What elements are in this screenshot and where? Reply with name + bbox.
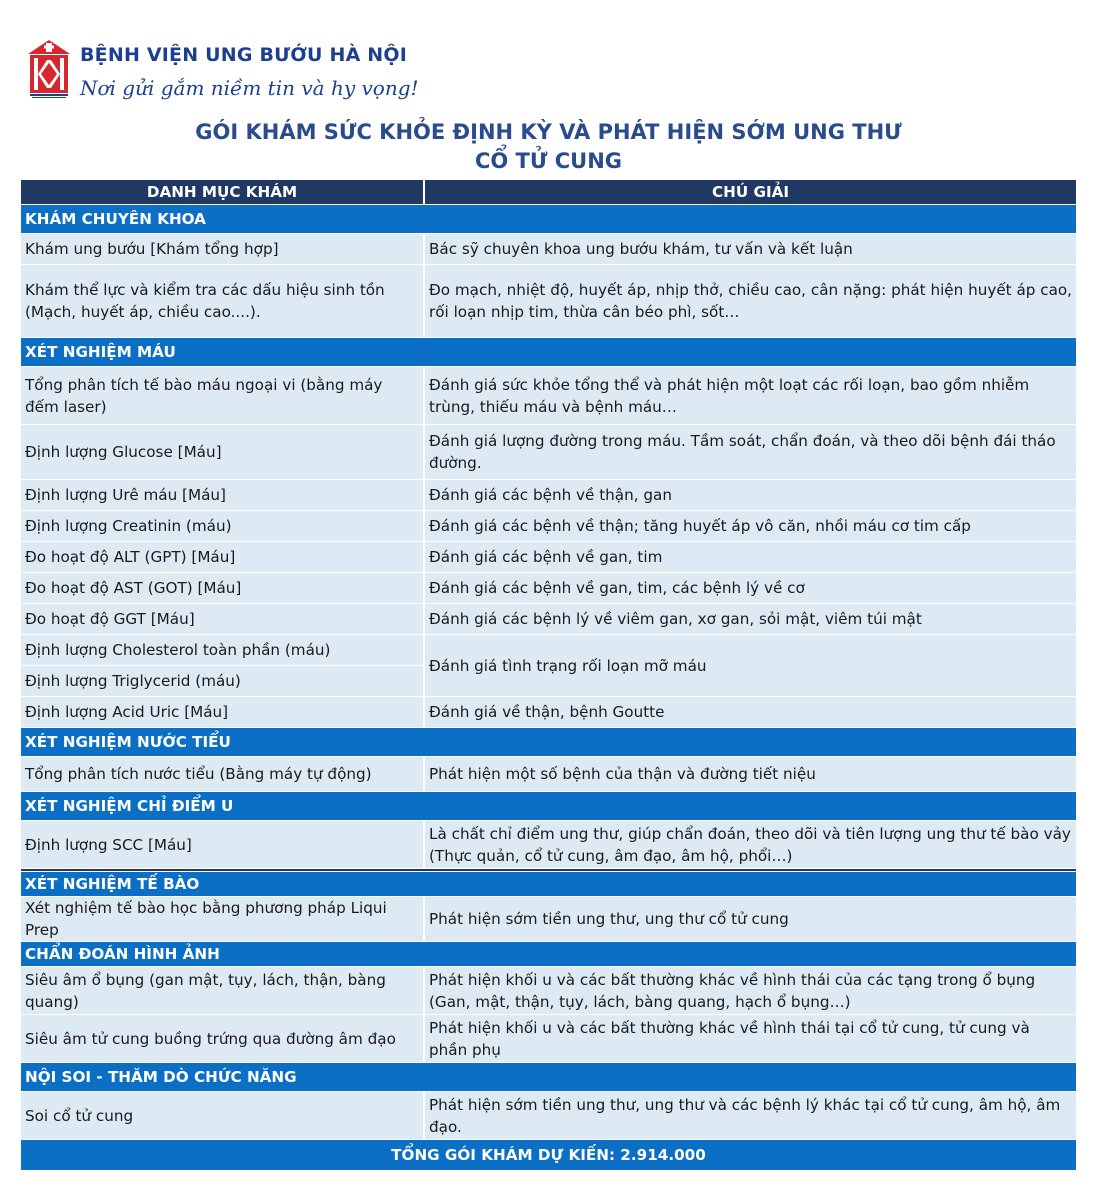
table-row <box>21 573 1076 604</box>
column-header-items: DANH MỤC KHÁM <box>21 180 424 205</box>
section-cytology: XÉT NGHIỆM TẾ BÀO <box>21 872 1076 897</box>
section-endoscopy: NỘI SOI - THĂM DÒ CHỨC NĂNG <box>21 1063 1076 1092</box>
column-header-notes: CHÚ GIẢI <box>424 180 1076 205</box>
exam-item: Xét nghiệm tế bào học bằng phương pháp Liqui Prep <box>21 897 424 942</box>
section-blood-tests: XÉT NGHIỆM MÁU <box>21 338 1076 367</box>
section-urine-tests: XÉT NGHIỆM NƯỚC TIỂU <box>21 728 1076 757</box>
table-row <box>21 897 1076 942</box>
exam-item: Siêu âm tử cung buồng trứng qua đường âm đạo <box>21 1015 424 1063</box>
page-title-line-2: CỔ TỬ CUNG <box>474 149 623 173</box>
table-header-row <box>21 180 1076 205</box>
exam-item: Định lượng Triglycerid (máu) <box>21 666 424 697</box>
table-row <box>21 697 1076 728</box>
section-specialist-exam: KHÁM CHUYÊN KHOA <box>21 205 1076 234</box>
exam-note: Đo mạch, nhiệt độ, huyết áp, nhịp thở, chiều cao, cân nặng: phát hiện huyết áp cao, rối loạn nhịp tim, thừa cân béo phì, sốt… <box>424 265 1076 338</box>
table-row <box>21 967 1076 1015</box>
exam-note: Đánh giá các bệnh về thận, gan <box>424 480 1076 511</box>
hospital-logo-icon <box>26 38 72 100</box>
exam-note: Bác sỹ chuyên khoa ung bướu khám, tư vấn và kết luận <box>424 234 1076 265</box>
exam-note: Đánh giá các bệnh lý về viêm gan, xơ gan, sỏi mật, viêm túi mật <box>424 604 1076 635</box>
package-table <box>21 180 1076 1171</box>
table-row <box>21 1015 1076 1063</box>
exam-note: Phát hiện khối u và các bất thường khác về hình thái tại cổ tử cung, tử cung và phần phụ <box>424 1015 1076 1063</box>
exam-item: Định lượng Glucose [Máu] <box>21 425 424 480</box>
table-row <box>21 367 1076 425</box>
table-row <box>21 480 1076 511</box>
exam-item: Soi cổ tử cung <box>21 1092 424 1140</box>
section-imaging: CHẨN ĐOÁN HÌNH ẢNH <box>21 942 1076 967</box>
exam-item: Khám thể lực và kiểm tra các dấu hiệu sinh tồn (Mạch, huyết áp, chiều cao....). <box>21 265 424 338</box>
table-row <box>21 635 1076 666</box>
exam-item: Định lượng Cholesterol toàn phần (máu) <box>21 635 424 666</box>
exam-item: Đo hoạt độ GGT [Máu] <box>21 604 424 635</box>
exam-item: Định lượng Urê máu [Máu] <box>21 480 424 511</box>
table-row <box>21 821 1076 869</box>
table-row <box>21 511 1076 542</box>
exam-item: Đo hoạt độ ALT (GPT) [Máu] <box>21 542 424 573</box>
exam-note: Phát hiện khối u và các bất thường khác về hình thái của các tạng trong ổ bụng (Gan, mật, thận, tụy, lách, bàng quang, hạch ổ bụng…) <box>424 967 1076 1015</box>
section-tumor-markers: XÉT NGHIỆM CHỈ ĐIỂM U <box>21 792 1076 821</box>
hospital-header <box>26 38 446 104</box>
exam-note: Đánh giá sức khỏe tổng thể và phát hiện một loạt các rối loạn, bao gồm nhiễm trùng, thiếu máu và bệnh máu… <box>424 367 1076 425</box>
exam-item: Khám ung bướu [Khám tổng hợp] <box>21 234 424 265</box>
exam-note: Đánh giá các bệnh về gan, tim, các bệnh lý về cơ <box>424 573 1076 604</box>
exam-note: Đánh giá lượng đường trong máu. Tầm soát, chẩn đoán, và theo dõi bệnh đái tháo đường. <box>424 425 1076 480</box>
exam-item: Định lượng SCC [Máu] <box>21 821 424 869</box>
table-row <box>21 425 1076 480</box>
exam-note: Phát hiện sớm tiền ung thư, ung thư cổ tử cung <box>424 897 1076 942</box>
hospital-name: BỆNH VIỆN UNG BƯỚU HÀ NỘI <box>80 44 408 66</box>
exam-note: Đánh giá về thận, bệnh Goutte <box>424 697 1076 728</box>
exam-item: Đo hoạt độ AST (GOT) [Máu] <box>21 573 424 604</box>
table-row <box>21 1092 1076 1140</box>
table-row <box>21 265 1076 338</box>
hospital-slogan: Nơi gửi gắm niềm tin và hy vọng! <box>80 76 419 100</box>
page-title-line-1: GÓI KHÁM SỨC KHỎE ĐỊNH KỲ VÀ PHÁT HIỆN SỚM UNG THƯ <box>195 120 902 144</box>
exam-note: Đánh giá các bệnh về gan, tim <box>424 542 1076 573</box>
exam-note: Phát hiện sớm tiền ung thư, ung thư và các bệnh lý khác tại cổ tử cung, âm hộ, âm đạo. <box>424 1092 1076 1140</box>
exam-item: Siêu âm ổ bụng (gan mật, tụy, lách, thận, bàng quang) <box>21 967 424 1015</box>
table-row <box>21 757 1076 792</box>
table-row <box>21 234 1076 265</box>
package-total-price: TỔNG GÓI KHÁM DỰ KIẾN: 2.914.000 <box>21 1140 1076 1171</box>
exam-item: Định lượng Creatinin (máu) <box>21 511 424 542</box>
exam-note: Là chất chỉ điểm ung thư, giúp chẩn đoán, theo dõi và tiên lượng ung thư tế bào vảy (Thực quản, cổ tử cung, âm đạo, âm hộ, phổi…) <box>424 821 1076 869</box>
exam-note: Đánh giá các bệnh về thận; tăng huyết áp vô căn, nhồi máu cơ tim cấp <box>424 511 1076 542</box>
exam-note: Phát hiện một số bệnh của thận và đường tiết niệu <box>424 757 1076 792</box>
exam-item: Tổng phân tích nước tiểu (Bằng máy tự động) <box>21 757 424 792</box>
table-row <box>21 542 1076 573</box>
exam-item: Định lượng Acid Uric [Máu] <box>21 697 424 728</box>
exam-note: Đánh giá tình trạng rối loạn mỡ máu <box>424 635 1076 697</box>
exam-item: Tổng phân tích tế bào máu ngoại vi (bằng máy đếm laser) <box>21 367 424 425</box>
table-row <box>21 604 1076 635</box>
